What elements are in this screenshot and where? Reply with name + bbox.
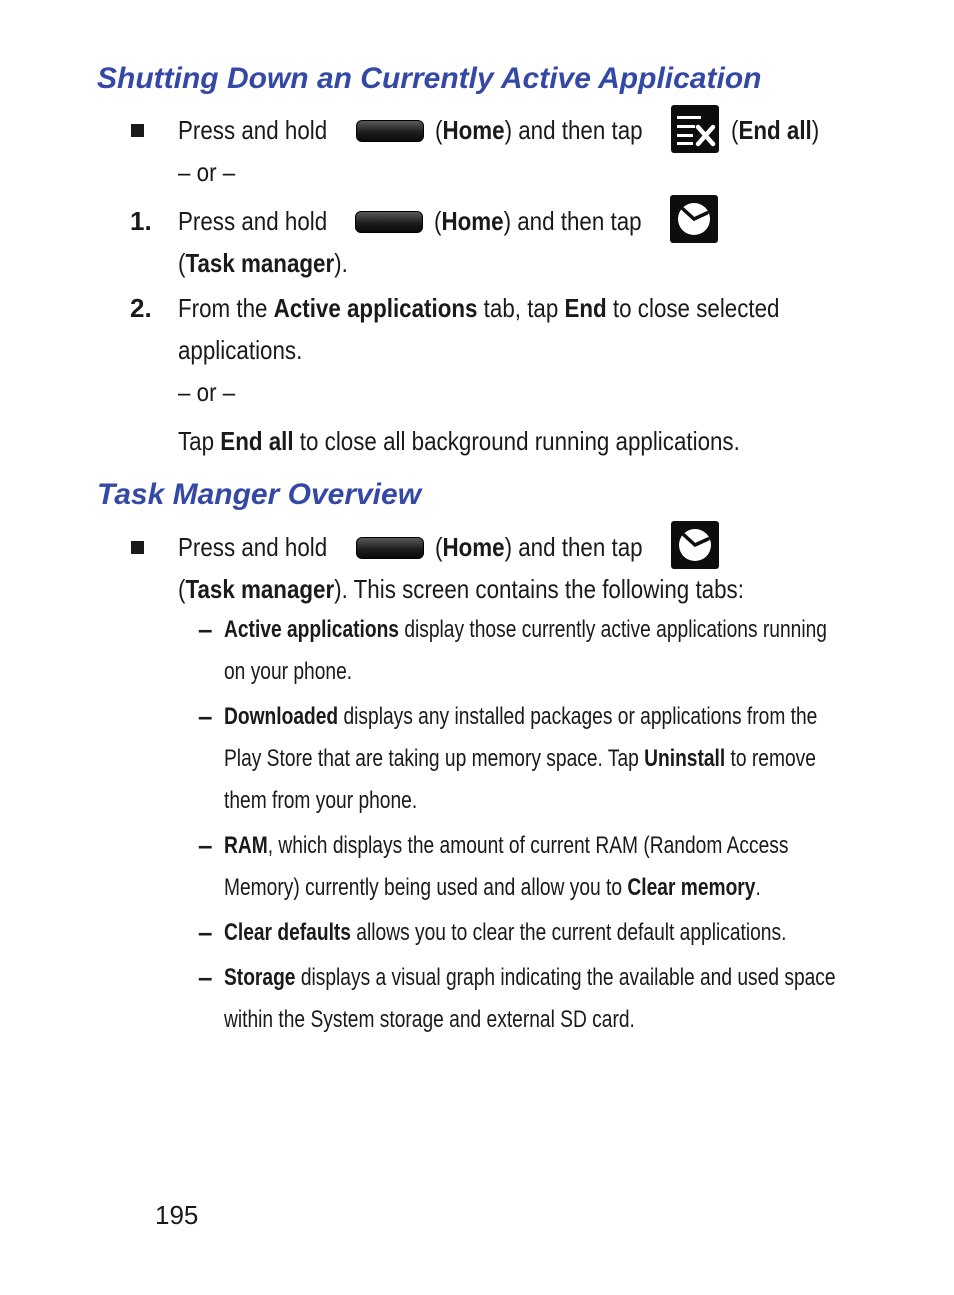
bullet-text-home-tap: (Home) and then tap (435, 532, 643, 562)
tab-item-active-applications: Active applications display those currently active applications running (224, 616, 827, 643)
tab-item-active-applications-line2: on your phone. (224, 658, 353, 685)
task-manager-icon (670, 195, 718, 243)
dash-marker: – (198, 917, 213, 947)
bullet-square (131, 541, 144, 554)
page-number: 195 (155, 1200, 199, 1230)
tap-end-all-text: Tap End all to close all background running applications. (178, 426, 740, 456)
dash-marker: – (198, 962, 213, 992)
home-key-icon (356, 120, 424, 142)
tab-item-ram: RAM, which displays the amount of current RAM (Random Access (224, 832, 789, 859)
end-all-icon (671, 105, 719, 153)
bullet-text-task-manager: (Task manager). This screen contains the following tabs: (178, 574, 744, 604)
home-key-icon (355, 211, 423, 233)
tab-item-storage-line2: within the System storage and external SD card. (224, 1006, 635, 1033)
dash-marker: – (198, 830, 213, 860)
home-key-icon (356, 537, 424, 559)
step-number-1: 1. (130, 206, 152, 236)
tab-item-ram-line2: Memory) currently being used and allow you to Clear memory. (224, 874, 761, 901)
section-heading-task-manager-overview: Task Manger Overview (97, 478, 422, 511)
bullet-square (131, 124, 144, 137)
tab-item-downloaded-line3: them from your phone. (224, 787, 418, 814)
step1-press-hold: Press and hold (178, 206, 328, 236)
tab-item-storage: Storage displays a visual graph indicating the available and used space (224, 964, 836, 991)
section-heading-shutting-down: Shutting Down an Currently Active Application (97, 62, 762, 95)
bullet-text-home-tap: (Home) and then tap (435, 115, 643, 145)
tab-item-downloaded: Downloaded displays any installed packages or applications from the (224, 703, 818, 730)
dash-marker: – (198, 701, 213, 731)
bullet-text-press-hold: Press and hold (178, 115, 328, 145)
step1-home-tap: (Home) and then tap (434, 206, 642, 236)
bullet-text-press-hold: Press and hold (178, 532, 328, 562)
step-number-2: 2. (130, 293, 152, 323)
task-manager-icon (671, 521, 719, 569)
tab-item-downloaded-line2: Play Store that are taking up memory space. Tap Uninstall to remove (224, 745, 816, 772)
bullet-text-end-all: (End all) (731, 115, 820, 145)
or-separator: – or – (178, 157, 236, 187)
dash-marker: – (198, 614, 213, 644)
step1-task-manager: (Task manager). (178, 248, 348, 278)
step2-text: From the Active applications tab, tap End to close selected (178, 293, 780, 323)
step2-text-line2: applications. (178, 335, 303, 365)
tab-item-clear-defaults: Clear defaults allows you to clear the current default applications. (224, 919, 787, 946)
or-separator: – or – (178, 377, 236, 407)
